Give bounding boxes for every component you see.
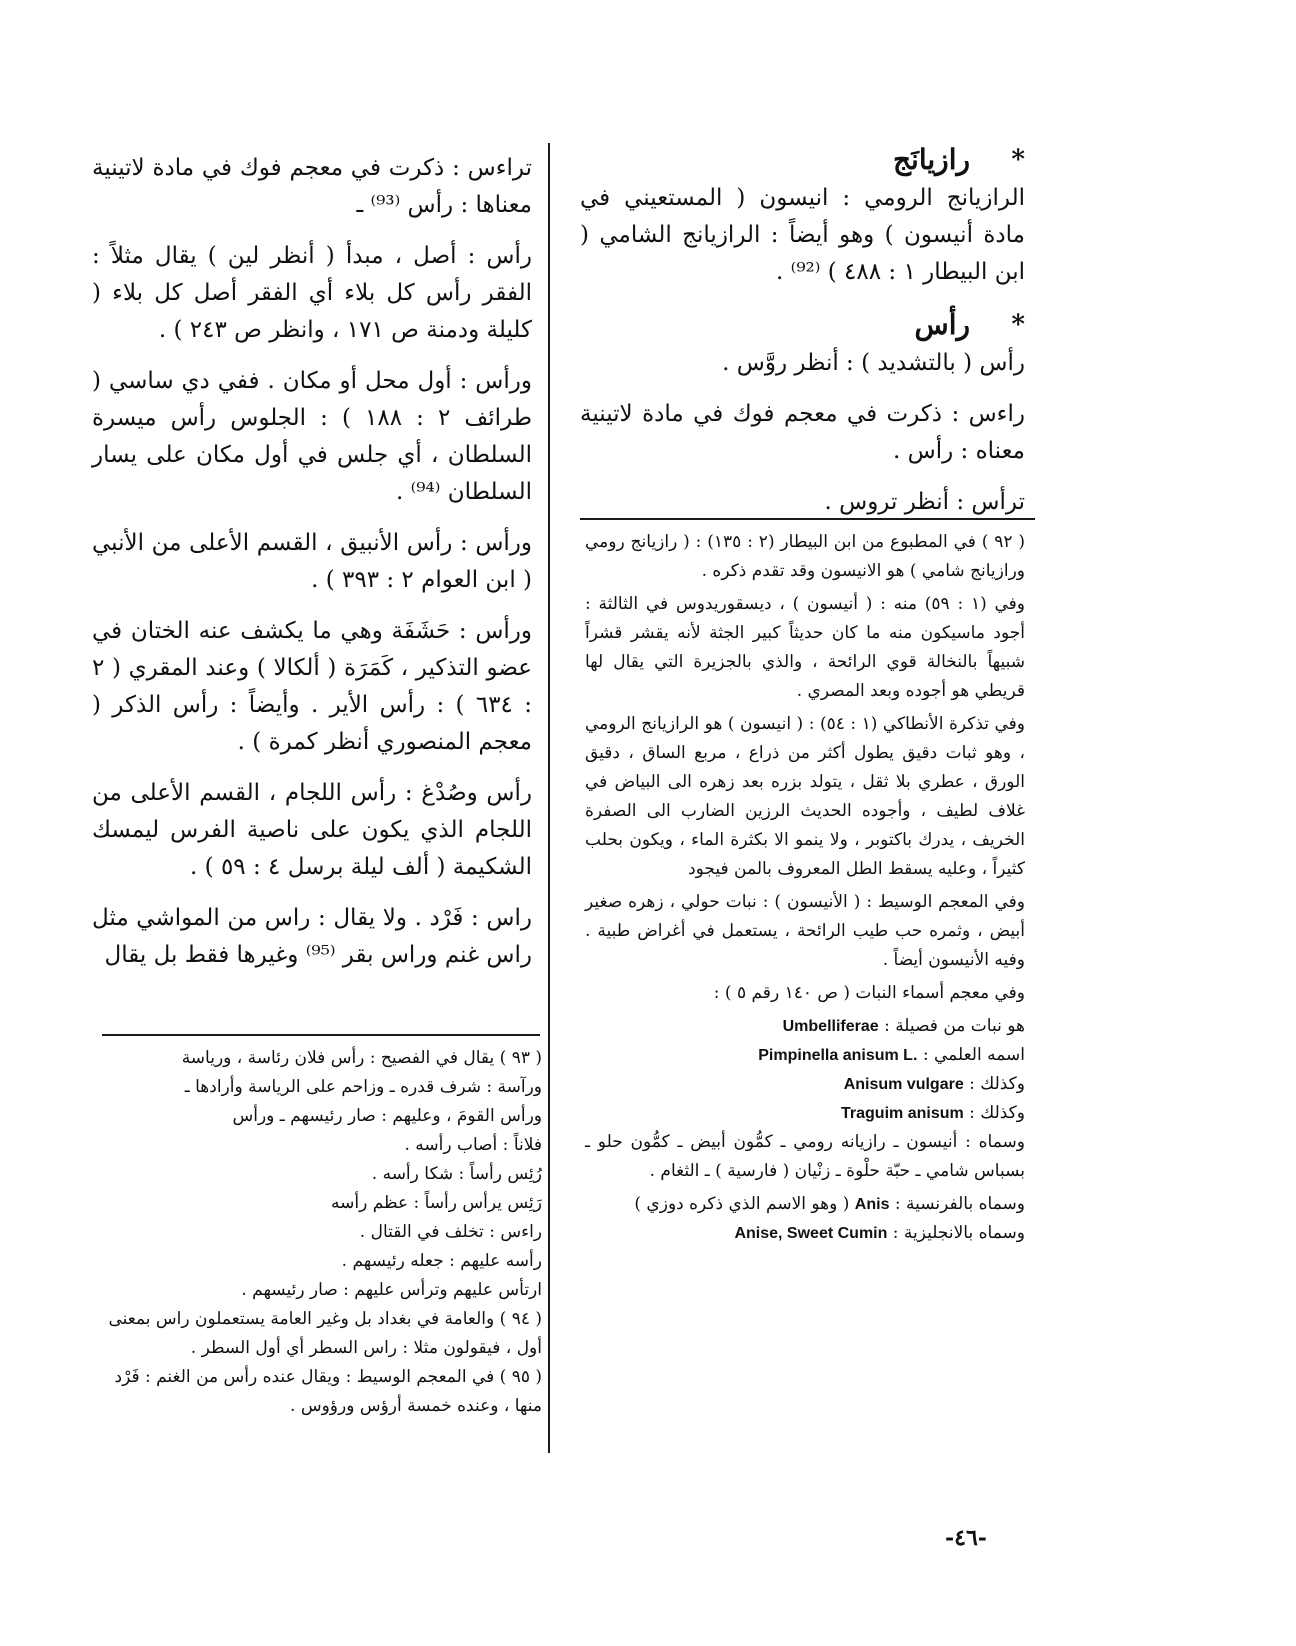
page-number: -٤٦- [945, 1525, 987, 1551]
footnote-line: ( ٩٤ ) والعامة في بغداد بل وغير العامة يستعملون راس بمعنى [108, 1309, 542, 1329]
entry-text-ras-3: ترأس : أنظر تروس . [824, 489, 1025, 515]
footnote-paragraph: وفي (١ : ٥٩) منه : ( أنيسون ) ، ديسقوريدوس في الثالثة : أجود ماسيكون منه ما كان حديثاً كبير الجثة لأنه يقشر قشراً شبيهاً بالنخالة قوي الرائحة ، والذي بالجزيرة التي يقال لها قريطي هو أجوده وبعد المصري . [585, 594, 1025, 701]
english-name-line: وسماه بالانجليزية : Anise, Sweet Cumin [734, 1223, 1025, 1243]
footnote-line: ورآسة : شرف قدره ـ وزاحم على الرياسة وأرادها ـ [184, 1077, 542, 1097]
footnote-paragraph: ( ٩٢ ) في المطبوع من ابن البيطار (٢ : ١٣٥) : ( رازيانج رومي ورازيانج شامي ) هو الانيسون وقد تقدم ذكره . [585, 532, 1025, 581]
entry-star-icon: * [1011, 145, 1025, 175]
entry-paragraph: ورأس : رأس الأنبيق ، القسم الأعلى من الأنبي ( ابن العوام ٢ : ٣٩٣ ) . [92, 530, 532, 593]
entry-text-ras-1: رأس ( بالتشديد ) : أنظر روَّس . [722, 350, 1025, 376]
footnote-divider-left [102, 1034, 540, 1036]
entry-star-icon: * [1011, 310, 1025, 340]
right-footnotes [585, 528, 1025, 1248]
entry-paragraph: ورأس : أول محل أو مكان . ففي دي ساسي ( طرائف ٢ : ١٨٨ ) : الجلوس رأس ميسرة السلطان ، أي جلس في أول مكان على يسار السلطان ⁽⁹⁴⁾ . [92, 368, 532, 505]
entry-headword-razyanaj: * رازيانَج [580, 140, 1025, 180]
plant-line: وكذلك : Traguim anisum [841, 1103, 1025, 1123]
footnote-line: رُئِس رأساً : شكا رأسه . [371, 1164, 542, 1184]
footnote-divider-right [580, 518, 1035, 520]
entry-paragraph: ورأس : حَشَفَة وهي ما يكشف عنه الختان في عضو التذكير ، كَمَرَة ( ألكالا ) وعند المقري ( ٢ : ٦٣٤ ) : رأس الأير . وأيضاً : رأس الذكر ( معجم المنصوري أنظر كمرة ) . [92, 618, 532, 755]
footnote-paragraph: وفي تذكرة الأنطاكي (١ : ٥٤) : ( انيسون ) هو الرازيانج الرومي ، وهو ثبات دقيق يطول أكثر من ذراع ، مربع الساق ، دقيق الورق ، عطري بلا ثقل ، يتولد بزره بعد زهره الى البياض في غلاف لطيف ، وأجوده الحديث الرزين الضارب الى الصفرة الخريف ، يدرك باكتوبر ، ولا ينمو الا بكثرة الماء ، ويكون بحلب كثيراً ، وعليه يسقط الطل المعروف بالمن فيجود [585, 714, 1025, 879]
entry-text-razyanaj: الرازيانج الرومي : انيسون ( المستعيني في مادة أنيسون ) وهو أيضاً : الرازيانج الشامي ( ابن البيطار ١ : ٤٨٨ ) ⁽⁹²⁾ . [580, 185, 1025, 285]
plant-line: وكذلك : Anisum vulgare [843, 1074, 1025, 1094]
footnote-line: أول ، فيقولون مثلا : راس السطر أي أول السطر . [190, 1338, 542, 1358]
footnote-line: منها ، وعنده خمسة أرؤس ورؤوس . [290, 1396, 542, 1416]
entry-headword-ras: * رأس [580, 305, 1025, 345]
footnote-paragraph: وسماه : أنيسون ـ رازيانه رومي ـ كمُّون أبيض ـ كمُّون حلو ـ بسباس شامي ـ حبّة حلْوة ـ زنْيان ( فارسية ) ـ الثغام . [585, 1132, 1025, 1181]
footnote-line: راءس : تخلف في القتال . [359, 1222, 542, 1242]
footnote-line: ( ٩٥ ) في المعجم الوسيط : ويقال عنده رأس من الغنم : فَرْد [114, 1367, 542, 1387]
plant-line: هو نبات من فصيلة : Umbelliferae [782, 1016, 1025, 1036]
footnote-line: رَئِس يرأس رأساً : عظم رأسه [331, 1193, 542, 1213]
footnote-line: رأسه عليهم : جعله رئيسهم . [341, 1251, 542, 1271]
entry-paragraph: رأس : أصل ، مبدأ ( أنظر لين ) يقال مثلاً : الفقر رأس كل بلاء أي الفقر أصل كل بلاء ( كليلة ودمنة ص ١٧١ ، وانظر ص ٢٤٣ ) . [92, 243, 532, 343]
footnote-line: فلاناً : أصاب رأسه . [404, 1135, 542, 1155]
entry-paragraph: راس : فَرْد . ولا يقال : راس من المواشي مثل راس غنم وراس بقر ⁽⁹⁵⁾ وغيرها فقط بل يقال [92, 905, 532, 968]
column-divider [548, 143, 550, 1453]
left-footnotes [102, 1044, 542, 1421]
plant-line: اسمه العلمي : Pimpinella anisum L. [758, 1045, 1025, 1065]
left-column [92, 150, 532, 988]
footnote-line: ارتأس عليهم وترأس عليهم : صار رئيسهم . [241, 1280, 542, 1300]
footnote-paragraph: وفي المعجم الوسيط : ( الأنيسون ) : نبات حولي ، زهره صغير أبيض ، وثمره حب طيب الرائحة ، يستعمل في أغراض طبية . وفيه الأنيسون أيضاً . [585, 892, 1025, 970]
right-column [580, 140, 1025, 535]
footnote-line: ورأس القومَ ، وعليهم : صار رئيسهم ـ ورأس [232, 1106, 542, 1126]
entry-text-ras-2: راءس : ذكرت في معجم فوك في مادة لاتينية معناه : رأس . [580, 401, 1025, 464]
entry-paragraph: تراءس : ذكرت في معجم فوك في مادة لاتينية معناها : رأس ⁽⁹³⁾ ـ [92, 155, 532, 218]
footnote-paragraph: وفي معجم أسماء النبات ( ص ١٤٠ رقم ٥ ) : [713, 983, 1025, 1003]
footnote-line: ( ٩٣ ) يقال في الفصيح : رأس فلان رئاسة ، ورياسة [181, 1048, 542, 1068]
french-name-line: وسماه بالفرنسية : Anis ( وهو الاسم الذي ذكره دوزي ) [634, 1194, 1025, 1214]
entry-paragraph: رأس وصُدْغ : رأس اللجام ، القسم الأعلى من اللجام الذي يكون على ناصية الفرس ليمسك الشكيمة ( ألف ليلة برسل ٤ : ٥٩ ) . [92, 780, 532, 880]
